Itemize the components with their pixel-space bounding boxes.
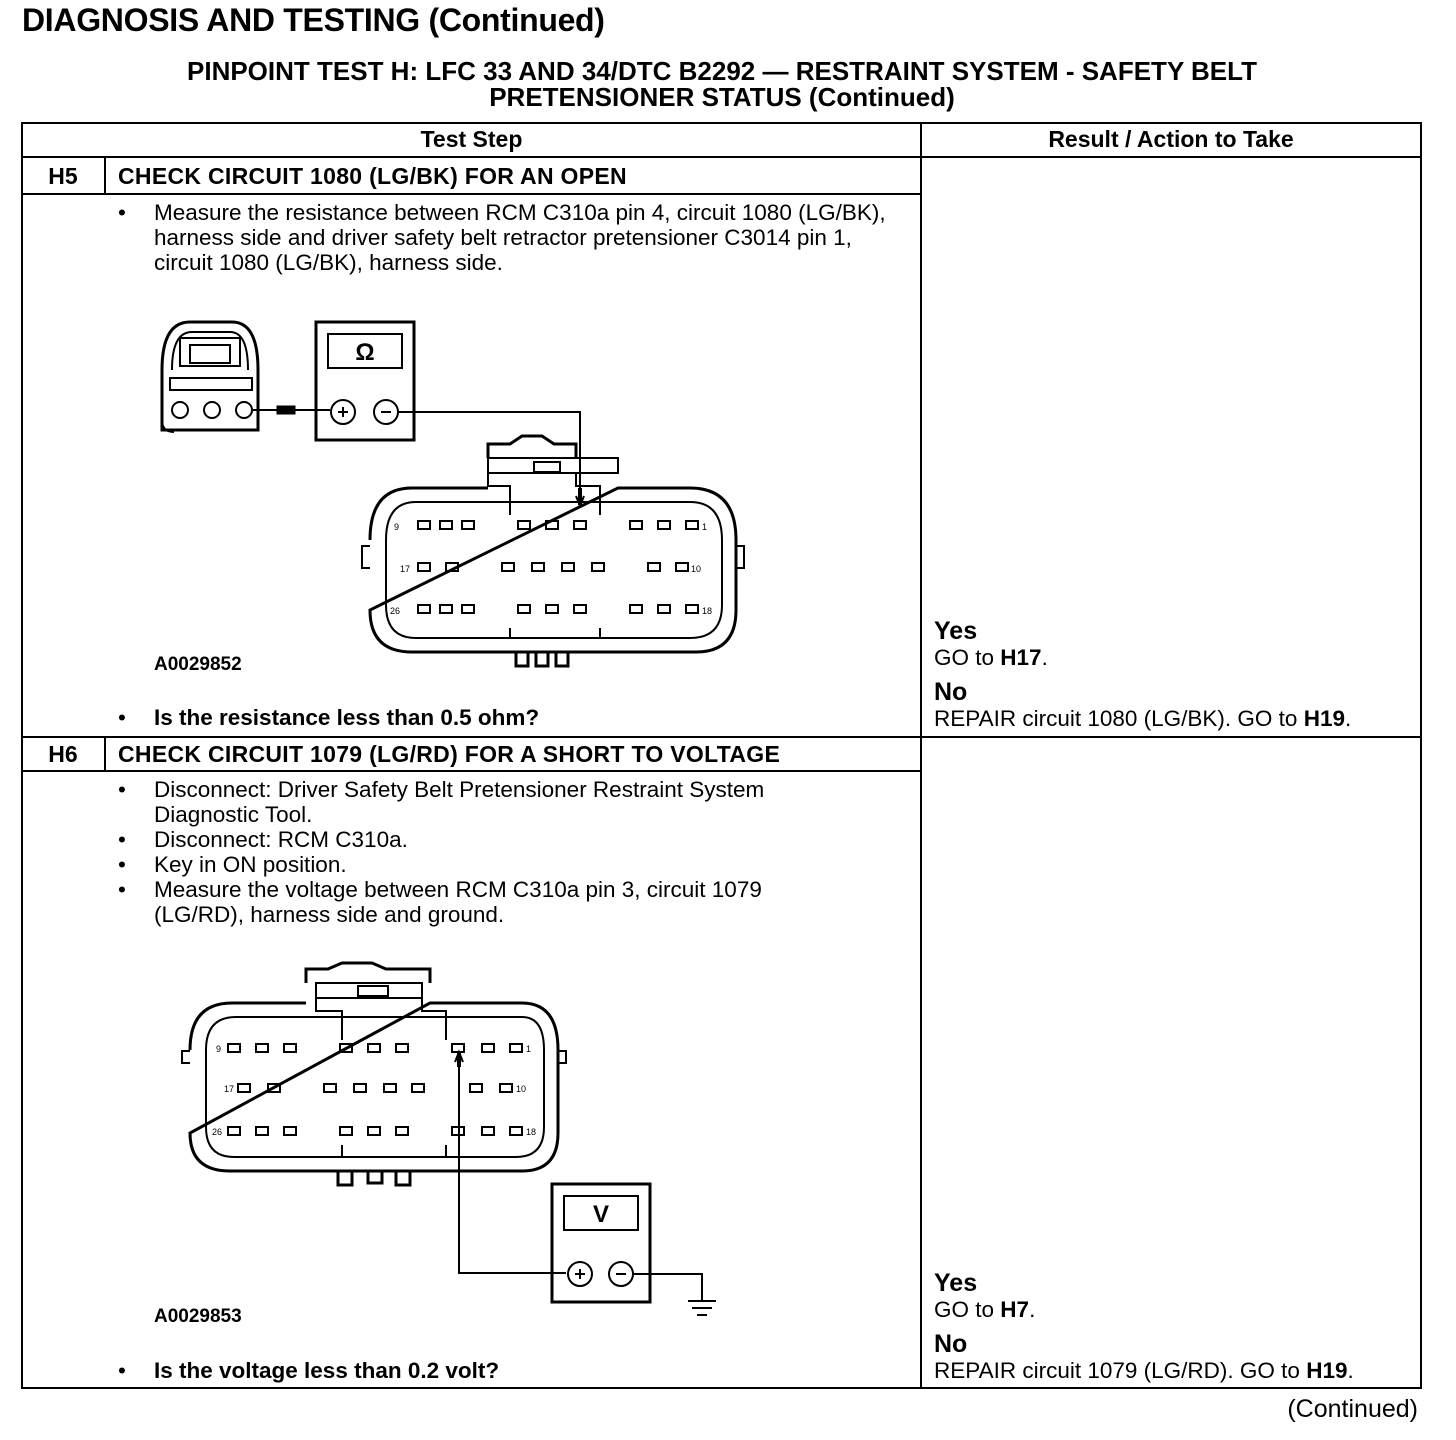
pin-label-26: 26 (212, 1127, 223, 1137)
step-divider (21, 736, 1422, 738)
h5-title-divider (21, 193, 922, 195)
h6-yes-label: Yes (934, 1269, 978, 1297)
h6-yes-target[interactable]: H7 (1000, 1297, 1030, 1322)
h5-no-action: REPAIR circuit 1080 (LG/BK). GO to H19. (934, 706, 1352, 731)
h5-id-divider (104, 156, 106, 194)
h6-question: • Is the voltage less than 0.2 volt? (118, 1358, 499, 1384)
h6-id-divider (104, 736, 106, 771)
h6-title-divider (21, 770, 922, 772)
h5-no-label: No (934, 678, 968, 706)
rcm-connector-c310a (362, 436, 744, 666)
header-divider (21, 156, 1422, 158)
h6-yes-action: GO to H7. (934, 1297, 1036, 1322)
pin-label-10: 10 (516, 1084, 527, 1094)
h6-instruction-4: • Measure the voltage between RCM C310a pin 3, circuit 1079 (LG/RD), harness side and ground. (118, 877, 858, 927)
section-title: DIAGNOSIS AND TESTING (Continued) (22, 2, 605, 38)
h6-no-label: No (934, 1330, 968, 1358)
step-id-h6: H6 (48, 741, 78, 767)
h6-instructions (118, 777, 858, 927)
h6-voltage-diagram (170, 955, 750, 1325)
h5-no-target[interactable]: H19 (1303, 706, 1345, 731)
volt-symbol: V (592, 1201, 610, 1228)
pin-label-26: 26 (390, 606, 401, 616)
h5-instruction-1: • Measure the resistance between RCM C310a pin 4, circuit 1080 (LG/BK), harness side and driver safety belt retractor pretensioner C3014 pin 1, circuit 1080 (LG/BK), harness side. (118, 200, 888, 275)
pin-label-10: 10 (691, 564, 702, 574)
pin-label-9: 9 (394, 522, 400, 532)
rcm-connector-c310a (182, 963, 566, 1185)
pretensioner-connector (162, 322, 258, 432)
h5-figure-id: A0029852 (154, 654, 242, 675)
h6-instruction-3: • Key in ON position. (118, 852, 858, 877)
pin-label-9: 9 (216, 1044, 222, 1054)
h5-resistance-diagram (150, 310, 750, 680)
h6-instruction-2: • Disconnect: RCM C310a. (118, 827, 858, 852)
pin-label-17: 17 (224, 1084, 235, 1094)
pin-label-17: 17 (400, 564, 411, 574)
test-title-line-1: PINPOINT TEST H: LFC 33 AND 34/DTC B2292 — RESTRAINT SYSTEM - SAFETY BELT (187, 56, 1257, 86)
h5-no-action-text: REPAIR circuit 1080 (LG/BK). GO to (934, 706, 1298, 731)
h5-yes-target[interactable]: H17 (1000, 645, 1042, 670)
h5-instructions (118, 200, 888, 275)
h6-no-target[interactable]: H19 (1306, 1358, 1348, 1383)
header-result-action: Result / Action to Take (1048, 126, 1294, 152)
pinpoint-test-title (22, 58, 1422, 110)
test-title-line-2: PRETENSIONER STATUS (Continued) (489, 82, 955, 112)
pin-label-18: 18 (526, 1127, 537, 1137)
h6-no-action-text: REPAIR circuit 1079 (LG/RD). GO to (934, 1358, 1300, 1383)
step-title-h6: CHECK CIRCUIT 1079 (LG/RD) FOR A SHORT TO VOLTAGE (118, 741, 781, 767)
pin-label-1: 1 (702, 522, 708, 532)
h6-figure-id: A0029853 (154, 1306, 242, 1327)
header-test-step: Test Step (420, 126, 523, 152)
continued-note: (Continued) (1287, 1395, 1418, 1423)
ohm-symbol: Ω (355, 339, 375, 366)
h6-no-action: REPAIR circuit 1079 (LG/RD). GO to H19. (934, 1358, 1354, 1383)
step-title-h5: CHECK CIRCUIT 1080 (LG/BK) FOR AN OPEN (118, 163, 627, 189)
pin-label-1: 1 (526, 1044, 532, 1054)
step-id-h5: H5 (48, 163, 78, 189)
h6-instruction-1: • Disconnect: Driver Safety Belt Pretensioner Restraint System Diagnostic Tool. (118, 777, 858, 827)
h5-yes-action-text: GO to (934, 645, 995, 670)
h5-yes-action: GO to H17. (934, 645, 1048, 670)
h5-question: • Is the resistance less than 0.5 ohm? (118, 705, 539, 731)
h6-yes-action-text: GO to (934, 1297, 995, 1322)
column-divider (920, 122, 922, 1389)
ground-icon (688, 1301, 716, 1315)
h5-yes-label: Yes (934, 617, 978, 645)
pin-label-18: 18 (702, 606, 713, 616)
